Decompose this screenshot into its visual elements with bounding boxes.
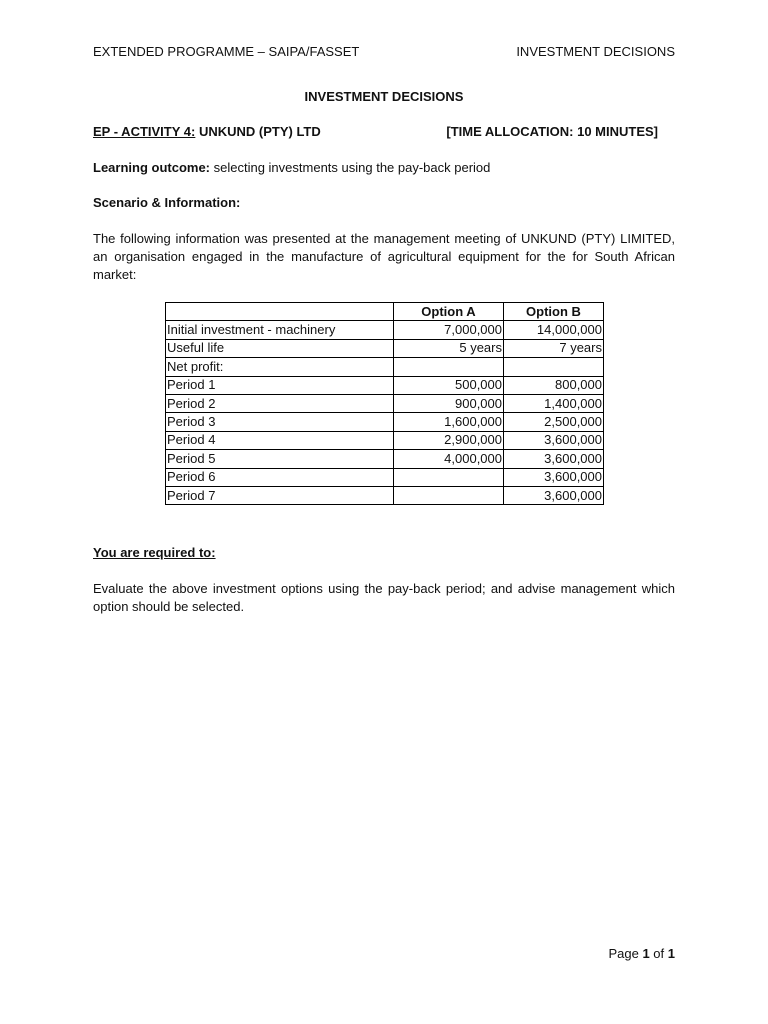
option-b-value: 3,600,000 [504,486,604,504]
row-label: Period 7 [166,486,394,504]
row-label: Period 4 [166,431,394,449]
option-b-value: 2,500,000 [504,413,604,431]
row-label: Net profit: [166,358,394,376]
option-b-value: 3,600,000 [504,431,604,449]
row-label: Period 5 [166,450,394,468]
header-left: EXTENDED PROGRAMME – SAIPA/FASSET [93,44,360,59]
table-row [166,450,604,468]
page-word: Page [608,946,643,961]
option-b-value: 800,000 [504,376,604,394]
option-b-value [504,358,604,376]
option-b-value: 3,600,000 [504,450,604,468]
option-b-value: 3,600,000 [504,468,604,486]
option-a-value: 5 years [394,339,504,357]
activity-line [93,124,321,139]
table-row [166,394,604,412]
learning-label: Learning outcome: [93,160,211,175]
row-label: Period 2 [166,394,394,412]
header-right: INVESTMENT DECISIONS [516,44,675,59]
page-number [608,946,675,961]
table-header-option-a: Option A [394,303,504,321]
option-a-value [394,358,504,376]
scenario-heading: Scenario & Information: [93,195,241,210]
option-a-value: 7,000,000 [394,321,504,339]
table-row [166,358,604,376]
learning-text: selecting investments using the pay-back period [210,160,491,175]
table-row [166,376,604,394]
page-title: INVESTMENT DECISIONS [304,89,464,104]
option-a-value: 2,900,000 [394,431,504,449]
table-row [166,431,604,449]
option-a-value: 500,000 [394,376,504,394]
time-allocation: [TIME ALLOCATION: 10 MINUTES] [446,124,658,139]
table-row [166,321,604,339]
required-text: Evaluate the above investment options using the pay-back period; and advise management which option should be selected. [93,581,675,614]
learning-outcome [93,160,490,175]
row-label: Period 3 [166,413,394,431]
option-b-value: 1,400,000 [504,394,604,412]
table-row [166,486,604,504]
intro-paragraph: The following information was presented at the management meeting of UNKUND (PTY) LIMITED, an organisation engaged in the manufacture of agricultural equipment for the for South African market: [93,231,675,282]
table-header-cell [166,303,394,321]
option-a-value [394,486,504,504]
option-b-value: 7 years [504,339,604,357]
option-a-value [394,468,504,486]
required-heading: You are required to: [93,545,216,560]
option-a-value: 1,600,000 [394,413,504,431]
page-total: 1 [667,946,675,961]
row-label: Useful life [166,339,394,357]
activity-label: EP - ACTIVITY 4: [93,124,196,139]
row-label: Period 1 [166,376,394,394]
option-b-value: 14,000,000 [504,321,604,339]
page-current: 1 [642,946,650,961]
row-label: Initial investment - machinery [166,321,394,339]
of-word: of [649,946,668,961]
table-row [166,413,604,431]
table-row [166,468,604,486]
option-a-value: 4,000,000 [394,450,504,468]
option-a-value: 900,000 [394,394,504,412]
table-header-option-b: Option B [504,303,604,321]
row-label: Period 6 [166,468,394,486]
activity-name: UNKUND (PTY) LTD [195,124,321,139]
investment-table [165,302,604,505]
table-header-row [166,303,604,321]
table-row [166,339,604,357]
